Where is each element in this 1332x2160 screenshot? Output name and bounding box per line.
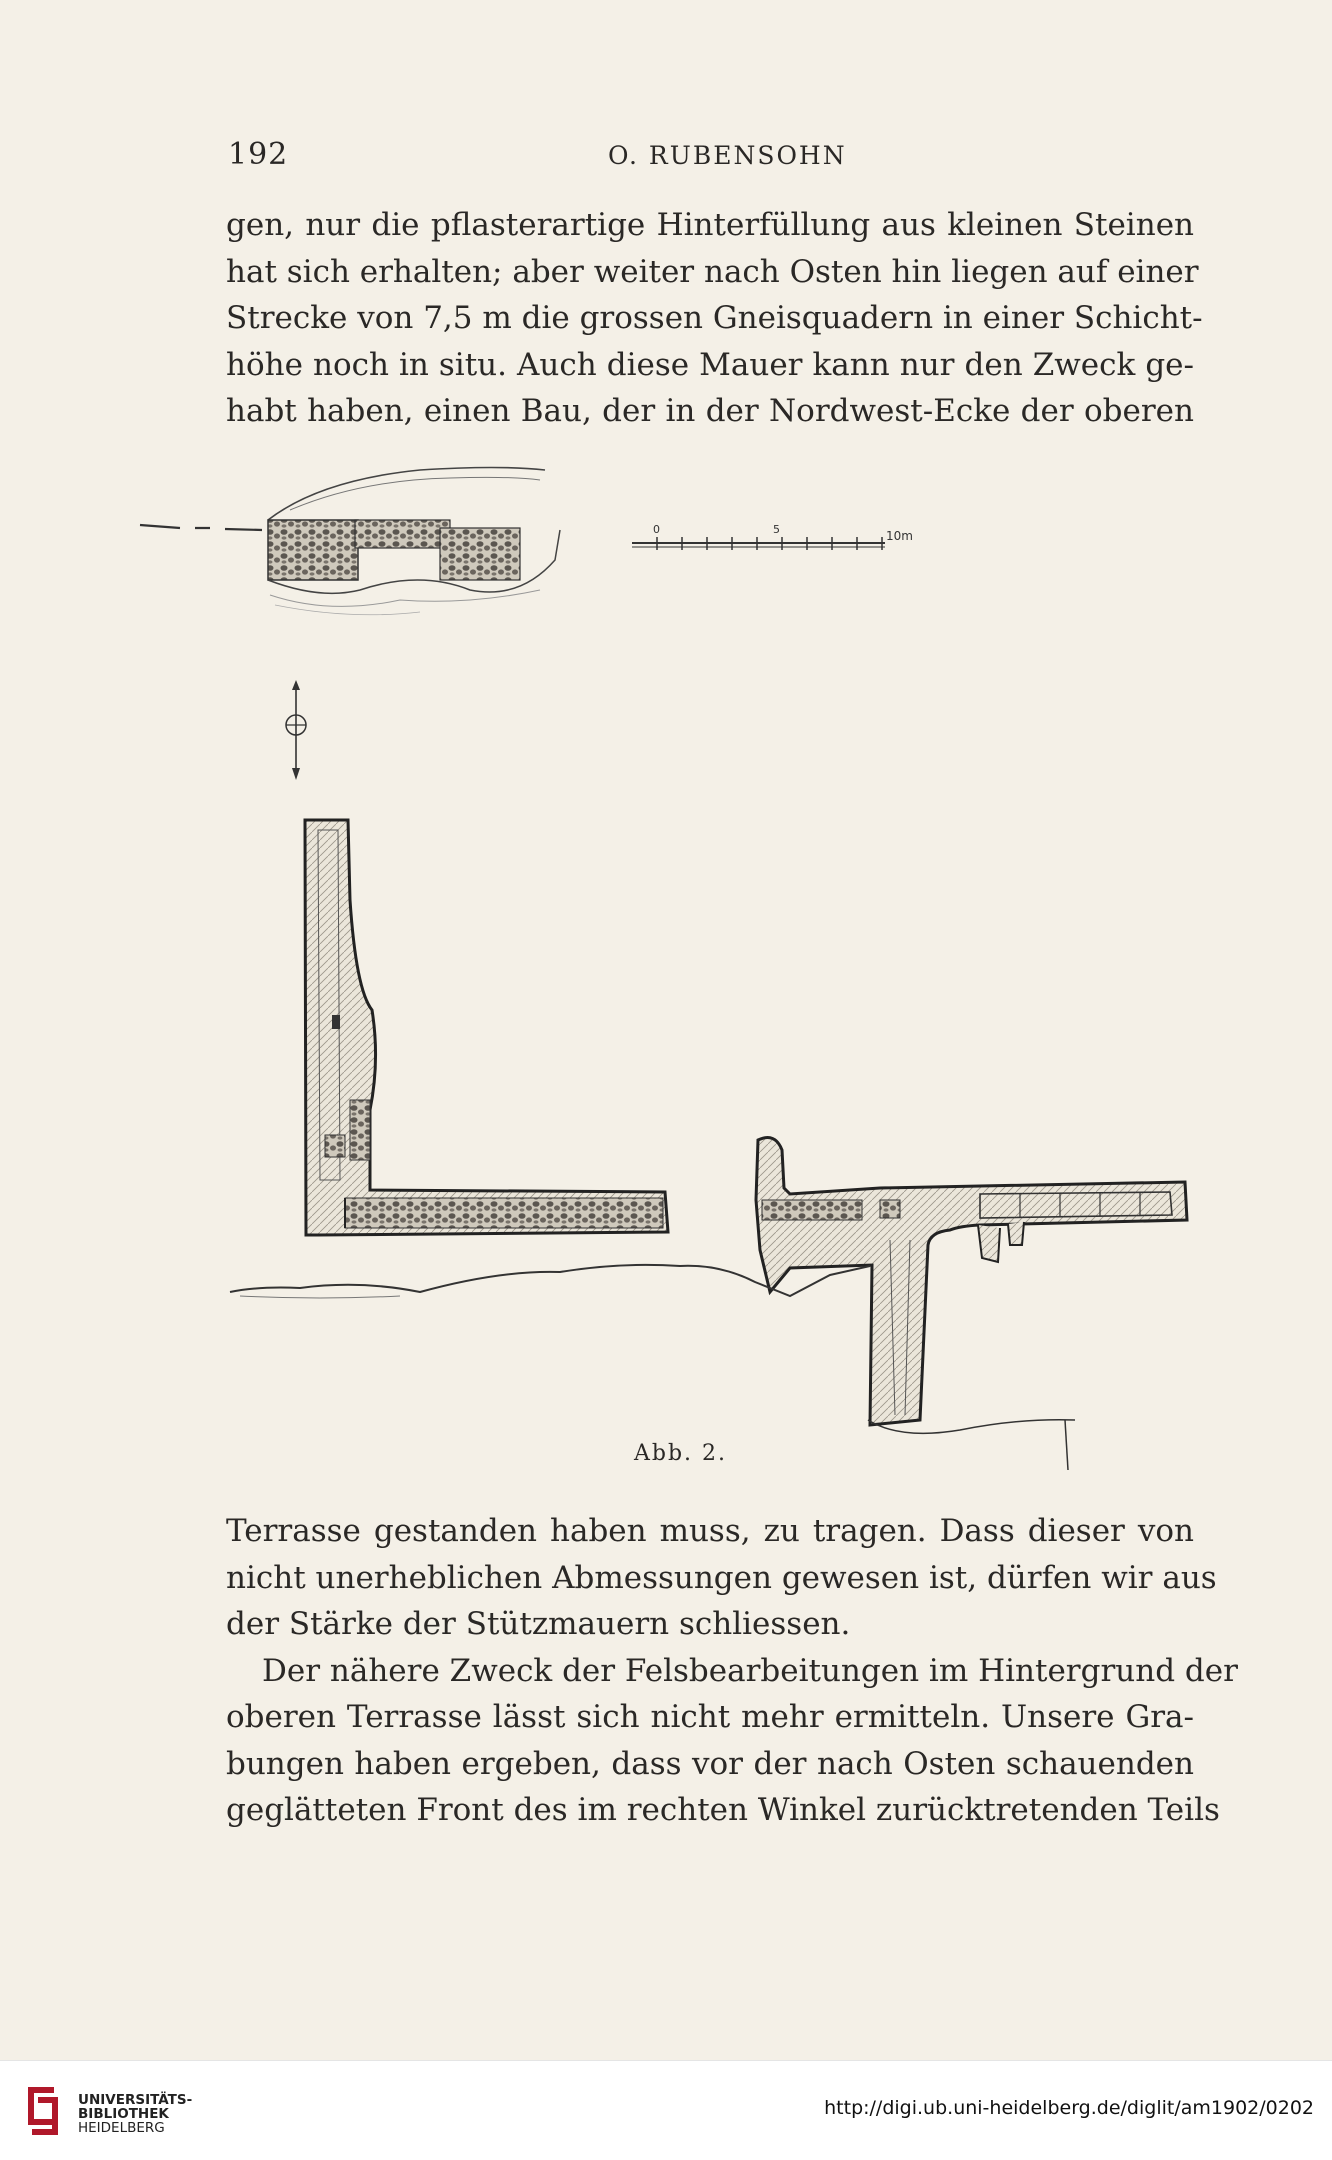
text-line: oberen Terrasse lässt sich nicht mehr ermitteln. Unsere Gra- [226, 1699, 1194, 1735]
page-number: 192 [228, 137, 289, 172]
scale-label-0: 0 [653, 523, 660, 536]
scale-bar [632, 523, 913, 550]
scale-label-10m: 10m [886, 529, 913, 543]
source-url-link[interactable]: http://digi.ub.uni-heidelberg.de/diglit/am1902/0202 [824, 2097, 1314, 2119]
figure-caption: Abb. 2. [634, 1441, 728, 1466]
library-name [78, 2093, 192, 2135]
text-line: hat sich erhalten; aber weiter nach Osten hin liegen auf einer [226, 253, 1199, 290]
text-top [226, 202, 1203, 435]
text-bottom [226, 1508, 1238, 1834]
text-line: Terrasse gestanden haben muss, zu tragen. Dass dieser von [226, 1513, 1194, 1549]
text-line: habt haben, einen Bau, der in der Nordwest-Ecke der oberen [226, 393, 1194, 429]
page-header [228, 137, 1193, 177]
text-line: geglätteten Front des im rechten Winkel zurücktretenden Teils [226, 1792, 1220, 1828]
text-line: gen, nur die pflasterartige Hinterfüllung aus kleinen Steinen [226, 207, 1194, 243]
plan-wall-left [305, 820, 668, 1235]
text-line: nicht unerheblichen Abmessungen gewesen ist, dürfen wir aus [226, 1559, 1217, 1596]
digitization-footer [0, 2060, 1332, 2160]
running-head: O. RUBENSOHN [608, 141, 847, 170]
library-line-1: UNIVERSITÄTS- [78, 2092, 193, 2108]
figure-plan-drawing [0, 440, 1332, 1480]
north-arrow-icon [286, 680, 306, 780]
text-line: Der nähere Zweck der Felsbearbeitungen im Hintergrund der [262, 1652, 1238, 1689]
text-line: bungen haben ergeben, dass vor der nach Osten schauenden [226, 1745, 1194, 1782]
library-line-3: HEIDELBERG [78, 2120, 165, 2136]
text-line: höhe noch in situ. Auch diese Mauer kann nur den Zweck ge- [226, 346, 1194, 383]
plan-wall-right [756, 1138, 1187, 1470]
library-line-2: BIBLIOTHEK [78, 2106, 169, 2122]
library-logo-icon [14, 2079, 66, 2143]
section-view [140, 468, 560, 615]
text-line: Strecke von 7,5 m die grossen Gneisquadern in einer Schicht- [226, 300, 1203, 336]
scale-label-5: 5 [773, 523, 780, 536]
text-line: der Stärke der Stützmauern schliessen. [226, 1606, 851, 1642]
